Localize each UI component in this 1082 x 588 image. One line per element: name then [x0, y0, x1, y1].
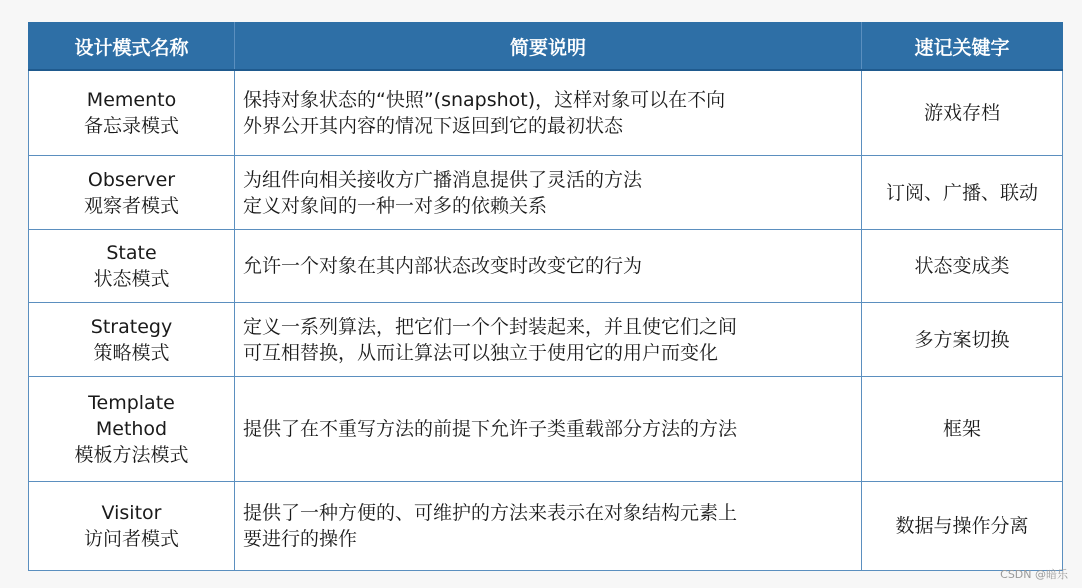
- pattern-description-cell: [235, 70, 862, 156]
- pattern-description-cell: [235, 482, 862, 571]
- pattern-keyword-cell: 订阅、广播、联动: [862, 156, 1063, 230]
- csdn-watermark: CSDN @暗乐: [1000, 568, 1068, 581]
- description-line: 要进行的操作: [243, 528, 358, 550]
- pattern-name-en: Template: [88, 392, 175, 414]
- pattern-name-cell: [29, 70, 235, 156]
- description-line: 允许一个对象在其内部状态改变时改变它的行为: [243, 255, 643, 277]
- pattern-keyword-cell: 框架: [862, 377, 1063, 482]
- pattern-name-zh: 备忘录模式: [83, 115, 179, 137]
- pattern-keyword-cell: 状态变成类: [862, 230, 1063, 303]
- table-row: [29, 230, 1063, 303]
- pattern-name-zh: 观察者模式: [83, 194, 179, 217]
- description-line: 可互相替换，从而让算法可以独立于使用它的用户而变化: [243, 341, 719, 364]
- pattern-name-en: Observer: [87, 168, 176, 191]
- description-line: 保持对象状态的“快照”(snapshot)，这样对象可以在不向: [243, 89, 726, 111]
- table-header-row: [29, 23, 1063, 71]
- pattern-name-cell: [29, 482, 235, 571]
- pattern-name-cell: [29, 303, 235, 377]
- pattern-keyword-cell: 多方案切换: [862, 303, 1063, 377]
- pattern-name-en: Memento: [86, 89, 177, 111]
- pattern-description-cell: [235, 230, 862, 303]
- pattern-name-zh: 访问者模式: [83, 528, 179, 550]
- pattern-name-en: State: [106, 242, 157, 264]
- pattern-name-cell: [29, 230, 235, 303]
- design-pattern-table-container: [28, 22, 1062, 571]
- pattern-keyword-cell: 数据与操作分离: [862, 482, 1063, 571]
- pattern-name-zh: 策略模式: [93, 341, 170, 364]
- description-line: 外界公开其内容的情况下返回到它的最初状态: [243, 115, 624, 137]
- table-row: [29, 377, 1063, 482]
- table-row: [29, 70, 1063, 156]
- table-row: [29, 303, 1063, 377]
- pattern-name-cell: [29, 156, 235, 230]
- pattern-description-cell: [235, 303, 862, 377]
- pattern-name-cell: [29, 377, 235, 482]
- table-row: [29, 482, 1063, 571]
- pattern-name-en: Strategy: [90, 315, 173, 338]
- pattern-name-zh: 模板方法模式: [74, 444, 189, 466]
- header-description: 简要说明: [235, 23, 862, 71]
- pattern-keyword-cell: 游戏存档: [862, 70, 1063, 156]
- pattern-description-cell: [235, 377, 862, 482]
- description-line: 提供了一种方便的、可维护的方法来表示在对象结构元素上: [243, 502, 738, 524]
- header-pattern-name: 设计模式名称: [29, 23, 235, 71]
- description-line: 定义一系列算法，把它们一个个封装起来，并且使它们之间: [243, 315, 738, 338]
- pattern-name-en: Visitor: [101, 502, 162, 524]
- pattern-name-en: Method: [95, 418, 168, 440]
- header-keyword: 速记关键字: [862, 23, 1063, 71]
- design-pattern-table: [28, 22, 1063, 571]
- pattern-description-cell: [235, 156, 862, 230]
- table-row: [29, 156, 1063, 230]
- description-line: 提供了在不重写方法的前提下允许子类重载部分方法的方法: [243, 418, 738, 440]
- description-line: 定义对象间的一种一对多的依赖关系: [243, 194, 548, 217]
- pattern-name-zh: 状态模式: [93, 268, 170, 290]
- description-line: 为组件向相关接收方广播消息提供了灵活的方法: [243, 168, 643, 191]
